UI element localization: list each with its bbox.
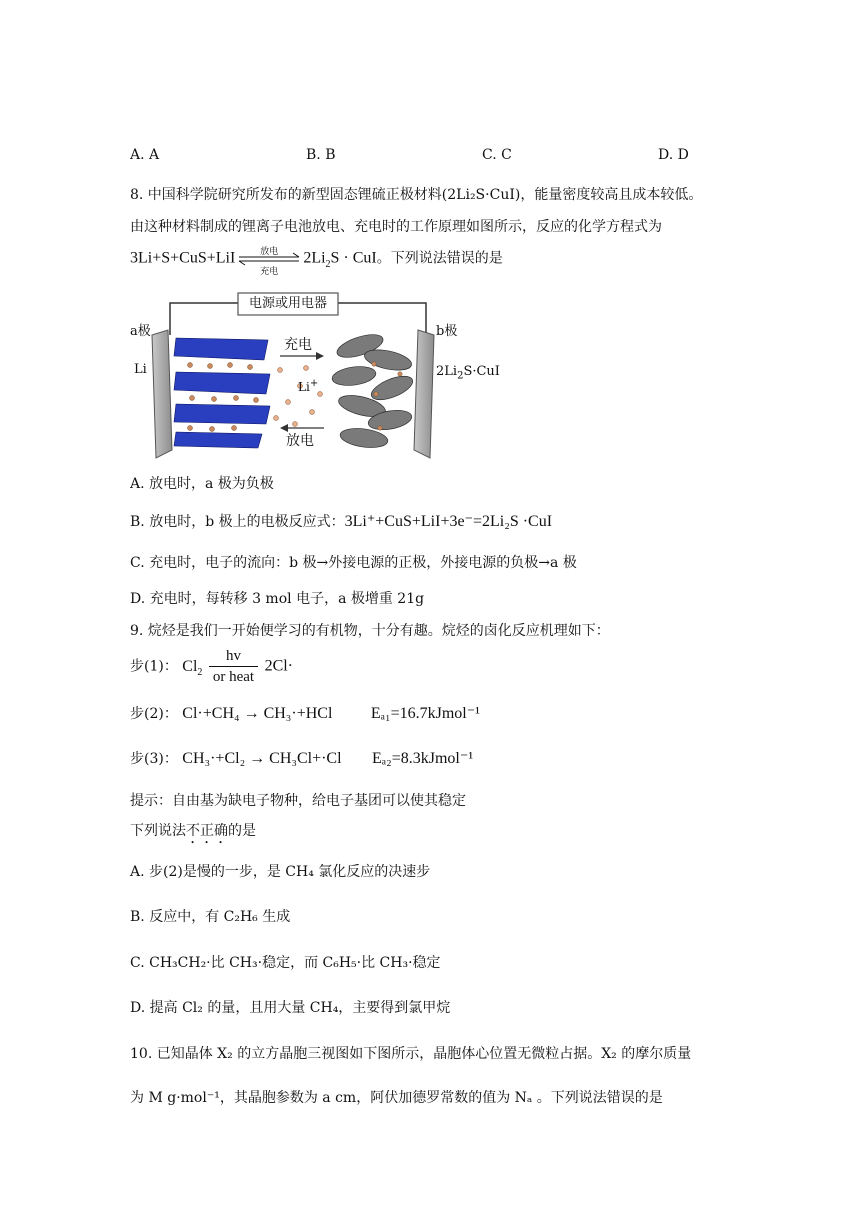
q9-question-emphasis: 不正确 [186, 823, 228, 839]
q9-step1 [130, 646, 293, 687]
step1-condition-bottom: or heat [212, 669, 255, 685]
arrow-discharge-label: 放电 [260, 246, 279, 256]
option-c: C. C [482, 147, 512, 163]
option-b: B. B [306, 147, 336, 163]
q9-option-b: B. 反应中，有 C₂H₆ 生成 [130, 909, 291, 925]
cathode-material-label [436, 364, 500, 382]
q8-option-b [130, 511, 552, 531]
step1-label: 步(1)： [130, 658, 178, 675]
step3-label: 步(3)： [130, 751, 178, 767]
electrode-b-label: b极 [436, 324, 458, 339]
option-d: D. D [658, 147, 689, 163]
q8-stem-line2: 由这种材料制成的锂离子电池放电、充电时的工作原理如图所示，反应的化学方程式为 [130, 219, 662, 235]
q9-option-c: C. CH₃CH₂·比 CH₃·稳定，而 C₆H₅·比 CH₃·稳定 [130, 955, 441, 971]
option-a: A. A [130, 147, 160, 163]
q8-option-a: A. 放电时，a 极为负极 [130, 476, 274, 492]
discharge-direction-label: 放电 [286, 433, 314, 449]
q9-step3 [130, 748, 473, 768]
lithium-ion-label [298, 378, 318, 394]
step1-reactant [182, 657, 203, 678]
q8-option-d: D. 充电时，每转移 3 mol 电子，a 极增重 21g [130, 591, 425, 607]
eq-product-a: 2Li [303, 249, 326, 267]
ion-label: Li [298, 380, 310, 394]
step2-equation: Cl·+CH₄ → CH₃·+HCl [182, 705, 333, 722]
q9-option-a: A. 步(2)是慢的一步，是 CH₄ 氯化反应的决速步 [130, 864, 431, 880]
step2-label: 步(2)： [130, 706, 178, 722]
step1-condition-top: hv [209, 646, 258, 667]
q8-stem-line1: 8. 中国科学院研究所发布的新型固态锂硫正极材料(2Li₂S·CuI)，能量密度较高且成本较低。 [130, 187, 703, 203]
q9-stem: 9. 烷烃是我们一开始便学习的有机物，十分有趣。烷烃的卤化反应机理如下： [130, 623, 610, 639]
step1-sub: 2 [197, 666, 203, 678]
cathode-label-a: 2Li [436, 364, 458, 379]
eq-product-b: S · CuI [330, 249, 377, 267]
q9-question [130, 820, 256, 847]
eq-tail: 。下列说法错误的是 [376, 250, 503, 267]
ion-sup: + [309, 378, 319, 389]
step3-equation: CH₃·+Cl₂ → CH₃Cl+·Cl [182, 750, 342, 767]
cathode-label-b: S·CuI [463, 364, 500, 379]
q9-step2 [130, 703, 480, 723]
q8-option-b-text: B. 放电时，b 极上的电极反应式： [130, 514, 345, 530]
electrode-a-label: a极 [130, 324, 151, 339]
battery-diagram [130, 290, 510, 465]
step1-condition [209, 646, 258, 687]
eq-reactants: 3Li+S+CuS+LiI [130, 249, 236, 267]
q8-option-c: C. 充电时，电子的流向：b 极→外接电源的正极，外接电源的负极→a 极 [130, 555, 577, 571]
cathode-label-sub: 2 [457, 370, 464, 382]
q10-stem-line1: 10. 已知晶体 X₂ 的立方晶胞三视图如下图所示，晶胞体心位置无微粒占据。X₂ 的摩尔质量 [130, 1046, 692, 1062]
q9-question-pre: 下列说法 [130, 823, 186, 839]
power-supply-label: 电源或用电器 [248, 296, 327, 311]
step2-activation-energy: Eₐ₁=16.7kJmol⁻¹ [370, 705, 480, 722]
q9-option-d: D. 提高 Cl₂ 的量，且用大量 CH₄，主要得到氯甲烷 [130, 1000, 451, 1016]
arrow-charge-label: 充电 [260, 266, 279, 276]
step1-cl: Cl [182, 657, 198, 675]
q8-option-b-equation: 3Li⁺+CuS+LiI+3e⁻=2Li₂S ·CuI [344, 513, 553, 530]
step3-activation-energy: Eₐ₂=8.3kJmol⁻¹ [372, 750, 474, 767]
q9-hint: 提示：自由基为缺电子物种，给电子基团可以使其稳定 [130, 793, 466, 809]
reversible-arrow-icon [237, 246, 301, 276]
q8-equation [130, 246, 503, 276]
eq-product-sub: 2 [325, 258, 331, 270]
step1-product: 2Cl· [264, 657, 294, 675]
q9-question-post: 的是 [228, 823, 256, 839]
anode-material-label: Li [134, 362, 147, 377]
charge-direction-label: 充电 [284, 337, 312, 353]
q10-stem-line2: 为 M g·mol⁻¹，其晶胞参数为 a cm，阿伏加德罗常数的值为 Nₐ 。下列说法错误的是 [130, 1090, 663, 1106]
